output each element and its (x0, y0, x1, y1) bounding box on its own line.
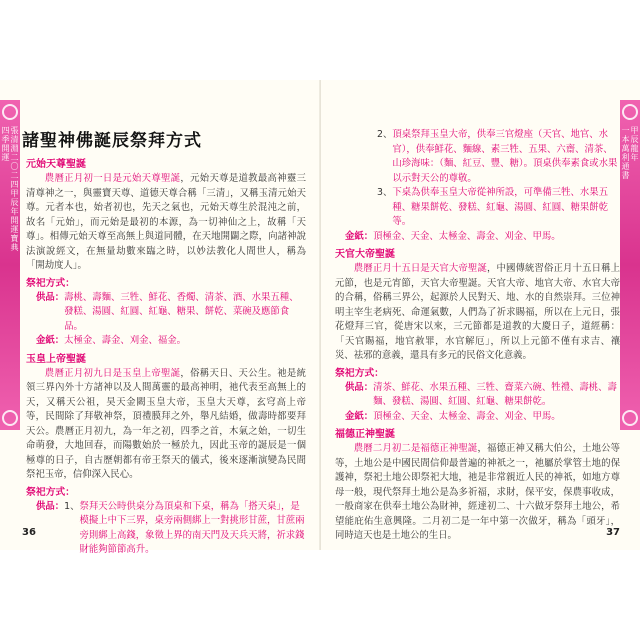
offerings-row (26, 500, 306, 558)
paragraph-body: ，元始天尊是道教最高神靈三清尊神之一，與靈寶天尊、道德天尊合稱「三清」，又稱玉清元始天尊。元者本也，始者初也，先天之氣也，元始天尊生於混沌之前，故名「元始」，而元始是最初的本源，為一切神仙之上，故稱「天尊」。相傳元始天尊至高無上與道同體，在天地開闢之際，向諸神說法演說經文，在無量劫數來臨之時，以妙法教化人間世人，稱為「開劫度人」。 (26, 173, 306, 271)
offerings-label: 供品： (36, 500, 65, 512)
date-highlight: 農曆正月初九日是玉皇上帝聖誕 (44, 367, 181, 379)
numbered-item (377, 128, 620, 186)
paper-label: 金紙： (345, 410, 374, 422)
offerings-label: 供品： (345, 381, 374, 393)
ritual-heading: 祭祀方式： (26, 277, 75, 289)
item-text-main: 頂桌祭拜玉皇大帝，供奉三官燈座（天官、地官、水官），供奉鮮花、麵線、素三牲、五果、六齋、清茶、山珍海味： (392, 129, 613, 169)
date-highlight: 農曆正月十五日是天官大帝聖誕 (353, 263, 487, 274)
item-number: 2、 (377, 129, 393, 140)
paper-label: 金紙： (345, 230, 374, 242)
ritual-heading: 祭祀方式： (335, 367, 384, 379)
paper-value: 頂極金、天金、太極金、壽金、刈金、甲馬。 (373, 230, 561, 242)
numbered-item (377, 186, 620, 230)
paper-row (26, 334, 306, 349)
date-highlight: 農曆二月初二是福德正神聖誕 (353, 443, 478, 454)
offerings-row (26, 291, 306, 335)
page-number: 37 (606, 527, 620, 538)
item-text-tail: （麵、紅豆、豐、糖）。頂桌供奉素食或水果以示對天公的尊敬。 (392, 158, 618, 184)
paragraph-body: ，中國傳統習俗正月十五日稱上元節，也是元宵節，天官大帝聖誕。天官大帝、地官大帝、水官大帝的合稱，俗稱三界公，起源於人民對天、地、水的自然崇拜。三位神明主宰生老病死、命運氣數，人們為了祈求賜福，所以在上元日，張花燈拜三官，從唐宋以來，三元節都是道教的大慶日子，道經稱：「天官賜福，地官赦罪，水官解厄」，所以上元節不僅有求吉、禳災、祛邪的意義，還具有多元的民俗文化意義。 (335, 263, 620, 361)
offerings-value: 壽桃、壽麵、三牲、鮮花、香燭、清茶、酒、水果五種、發糕、湯圓、紅圓、紅龜、糖果、餅乾、菜碗及應節食品。 (64, 291, 299, 332)
page-number: 36 (22, 527, 36, 538)
item-text: 祭拜天公時供桌分為頂桌和下桌，稱為「搭天桌」，是模擬上中下三界，桌旁兩側綁上一對挑形甘蔗，甘蔗兩旁則綁上高錢，象徵上界的南天門及天兵天將，祈求錢財能夠節節高升。 (79, 500, 305, 555)
date-highlight: 農曆正月初一日是元始天尊聖誕 (44, 173, 181, 184)
flower-ornament-icon (2, 104, 18, 120)
offerings-label: 供品： (36, 291, 65, 303)
left-page (0, 80, 321, 555)
left-tab-subtitle: 四季開運 (1, 126, 10, 162)
left-side-tab (0, 100, 20, 430)
paper-label: 金紙： (36, 335, 65, 346)
flower-ornament-icon (622, 104, 638, 120)
item-number: 1、 (64, 500, 80, 512)
flower-ornament-icon (622, 410, 638, 426)
section-paragraph (335, 442, 620, 544)
paper-row (335, 410, 620, 425)
section-paragraph (26, 367, 306, 483)
right-tab-title: 甲辰龍年 (630, 126, 639, 162)
right-page (321, 80, 640, 550)
book-spread (0, 80, 640, 555)
item-text (392, 128, 620, 186)
ritual-heading: 祭祀方式： (26, 486, 75, 498)
section-paragraph (26, 172, 306, 274)
numbered-item (64, 500, 306, 558)
page-title: 諸聖神佛誕辰祭拜方式 (22, 131, 202, 151)
left-tab-title: 張清淵二〇二四甲辰年開運寶典 (10, 126, 19, 252)
section-heading: 福德正神聖誕 (335, 429, 395, 440)
right-side-tab (620, 100, 640, 430)
item-number: 3、 (377, 187, 393, 198)
item-text: 下桌為供奉玉皇大帝從神所設，可準備三牲、水果五種、糖果餅乾、發糕、紅龜、湯圓、紅圓、糖果餅乾等。 (392, 187, 608, 227)
section-heading: 元始天尊聖誕 (26, 159, 86, 170)
paragraph-body: ，福德正神又稱大伯公，土地公等等，土地公是中國民間信仰最普遍的神祇之一，祂屬於掌管土地的保護神，祭祀土地公即祭祀大地，祂是非常親近人民的神祇，如地方尊母一般，現代祭拜土地公是為多祈福，求財，保平安，保農事收成，一般商家在供奉土地公為財神，經達初二、十六做牙祭拜土地公，希望能庇佑生意興隆。二月初二是一年中第一次做牙，稱為「頭牙」，同時這天也是土地公的生日。 (335, 443, 620, 541)
section-heading: 玉皇上帝聖誕 (26, 353, 86, 365)
section-heading: 天官大帝聖誕 (335, 249, 395, 260)
offerings-row (335, 381, 620, 410)
right-tab-subtitle: 一本萬利通書 (621, 126, 630, 180)
paper-value: 頂極金、天金、太極金、壽金、刈金、甲馬。 (373, 410, 561, 422)
paragraph-body: ，俗稱天日、天公生。祂是統領三界內外十方諸神以及人間萬靈的最高神明，祂代表至高無上的天，又稱天公祖，昊天金闕玉皇大帝，玉皇大天尊，玄穹高上帝等，民間除了拜敬神祭，頂禮膜拜之外，舉凡結婚，做壽時都要拜天公。農曆正月初九，為一年之初，四季之首，木氣之始，一切生命萌發，大地回春，而陽數始於一極於九，因此玉帝的誕辰是一個極尊的日子，自古歷朝都有帝王祭天的儀式，後來逐漸演變為民間祭祀玉帝，信仰深入民心。 (26, 367, 306, 480)
paper-row (335, 230, 620, 245)
offerings-value: 清茶、鮮花、水果五種、三牲、齋菜六碗、牲禮、壽桃、壽麵、發糕、湯圓、紅圓、紅龜、糖果餅乾。 (373, 381, 617, 407)
left-content (26, 154, 306, 558)
right-content (335, 128, 620, 544)
paper-value: 太極金、壽金、刈金、福金。 (64, 335, 187, 346)
flower-ornament-icon (2, 410, 18, 426)
section-paragraph (335, 262, 620, 364)
